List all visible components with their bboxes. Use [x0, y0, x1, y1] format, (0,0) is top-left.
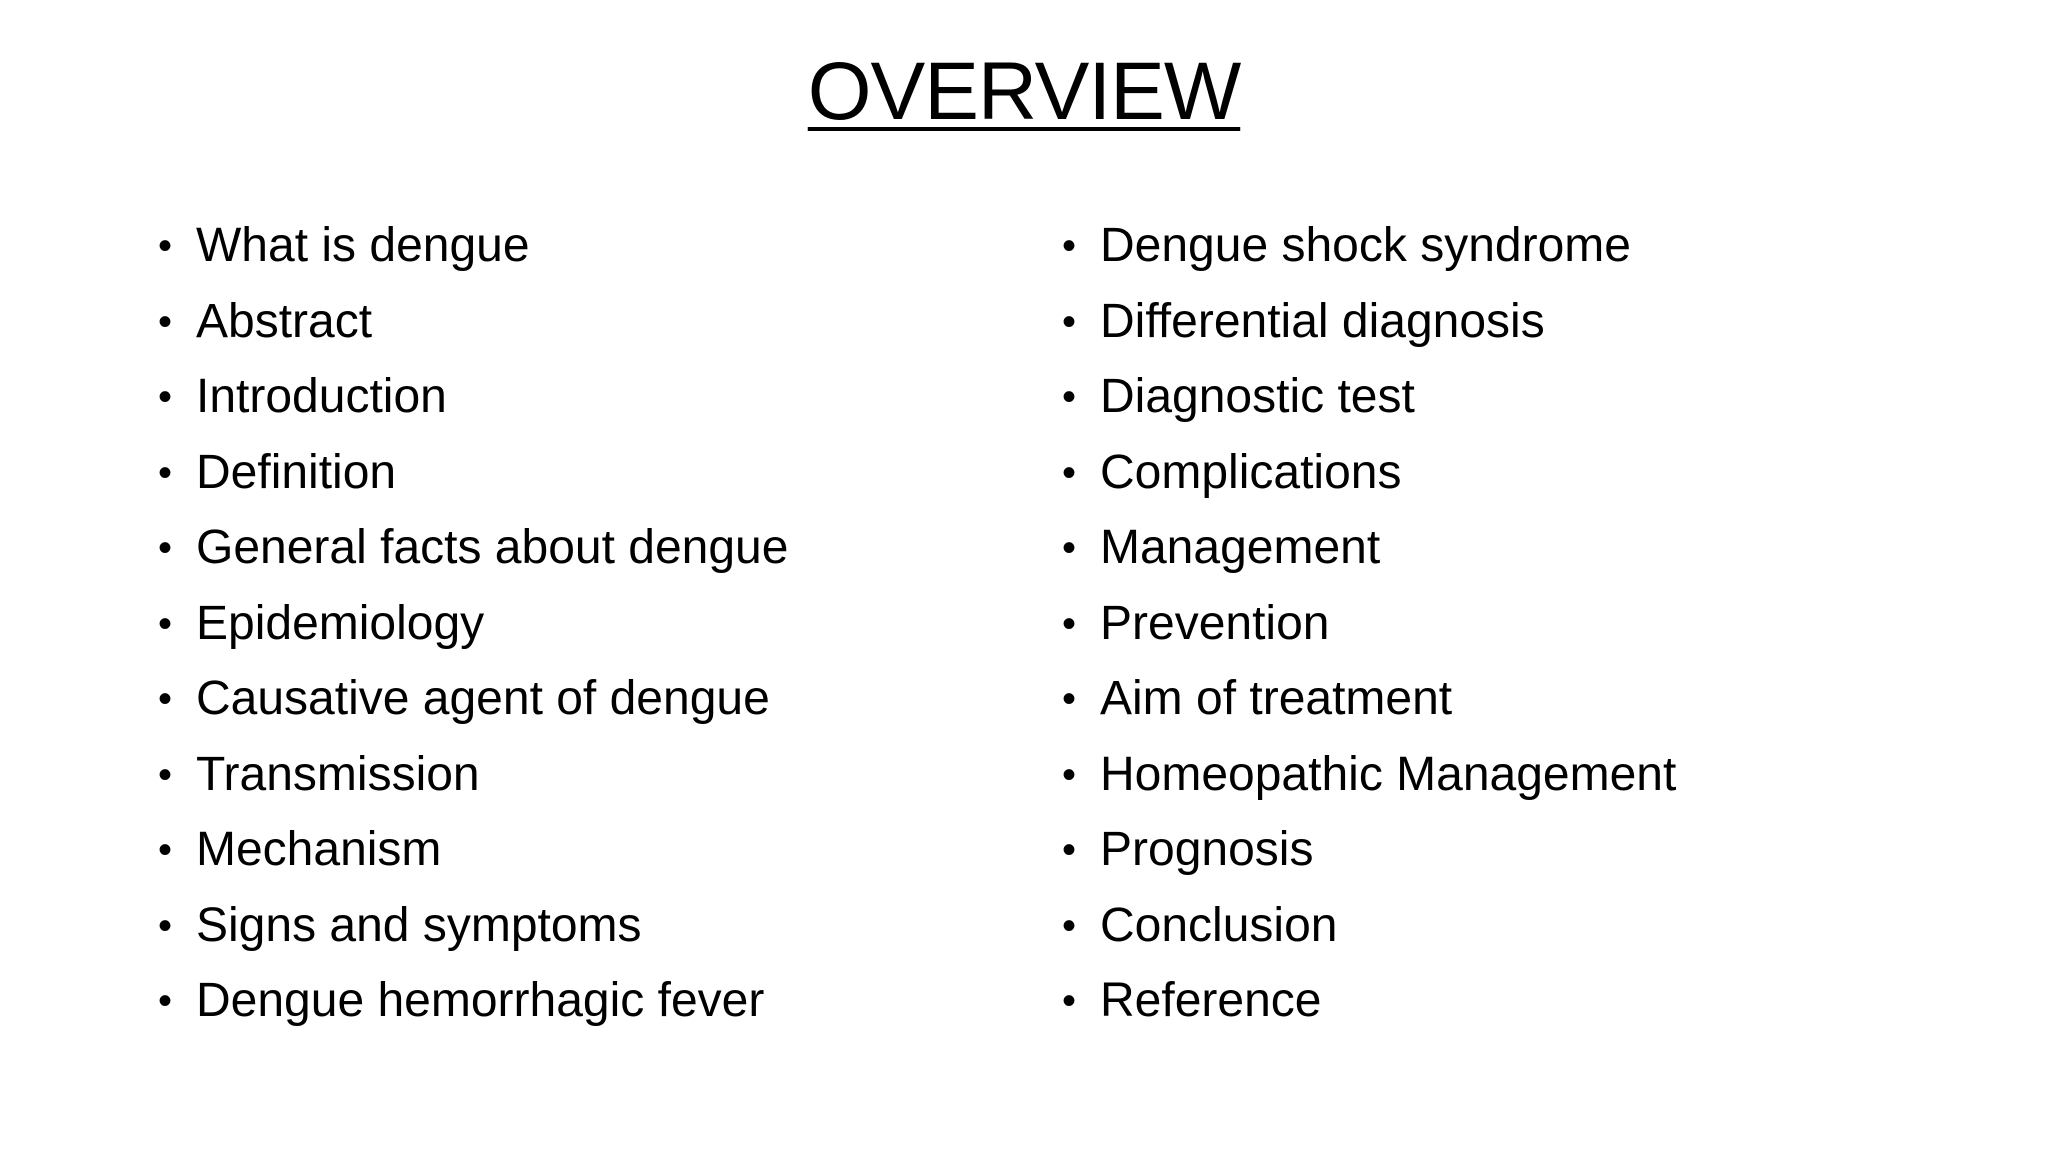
list-item-text: Diagnostic test: [1100, 370, 1415, 423]
list-item: [1062, 289, 1676, 365]
list-item: [158, 742, 788, 818]
list-item: [158, 666, 788, 742]
list-item: [158, 440, 788, 516]
list-item-text: Aim of treatment: [1100, 672, 1453, 725]
list-item-text: Introduction: [196, 370, 447, 423]
list-item: [1062, 817, 1676, 893]
bullet-icon: •: [1062, 903, 1077, 948]
list-item-text: Dengue shock syndrome: [1100, 219, 1631, 272]
list-item: [158, 364, 788, 440]
bullet-icon: •: [1062, 828, 1077, 872]
list-item-text: Prognosis: [1100, 823, 1314, 876]
bullet-icon: •: [158, 450, 173, 495]
list-item: [158, 817, 788, 893]
bullet-icon: •: [158, 526, 173, 570]
list-item-text: Management: [1100, 521, 1381, 574]
list-item: [1062, 515, 1676, 591]
bullet-icon: •: [1062, 299, 1077, 344]
bullet-icon: •: [158, 677, 173, 721]
list-item-text: Reference: [1100, 974, 1322, 1027]
list-item: [158, 968, 788, 1044]
bullet-icon: •: [158, 828, 173, 872]
list-item-text: Dengue hemorrhagic fever: [196, 974, 765, 1027]
bullet-icon: •: [1062, 450, 1077, 495]
bullet-icon: •: [1062, 979, 1077, 1023]
bullet-icon: •: [1062, 601, 1077, 646]
bullet-icon: •: [1062, 224, 1077, 268]
bullet-list-right: [1062, 213, 1676, 1044]
bullet-icon: •: [158, 752, 173, 797]
slide-title-text: OVERVIEW: [807, 46, 1241, 137]
bullet-icon: •: [158, 299, 173, 344]
list-item: [158, 893, 788, 969]
list-item: [1062, 742, 1676, 818]
list-item-text: Homeopathic Management: [1100, 747, 1677, 801]
list-item-text: Causative agent of dengue: [196, 672, 770, 725]
list-item: [1062, 666, 1676, 742]
list-item-text: Abstract: [196, 294, 373, 348]
list-item-text: Definition: [196, 445, 397, 499]
bullet-icon: •: [158, 979, 173, 1023]
list-item: [1062, 440, 1676, 516]
list-item-text: What is dengue: [196, 219, 530, 272]
list-item-text: General facts about dengue: [196, 521, 789, 574]
list-item: [158, 213, 788, 289]
list-item-text: Differential diagnosis: [1100, 294, 1545, 348]
bullet-icon: •: [1062, 375, 1077, 419]
list-item: [1062, 591, 1676, 667]
bullet-icon: •: [1062, 752, 1077, 797]
list-item-text: Signs and symptoms: [196, 898, 642, 952]
list-item-text: Transmission: [196, 747, 480, 801]
list-item-text: Complications: [1100, 445, 1402, 499]
bullet-icon: •: [158, 601, 173, 646]
list-item: [158, 591, 788, 667]
list-item: [1062, 968, 1676, 1044]
list-item: [1062, 893, 1676, 969]
list-item-text: Mechanism: [196, 823, 442, 876]
bullet-icon: •: [158, 224, 173, 268]
list-item: [158, 515, 788, 591]
bullet-icon: •: [1062, 677, 1077, 721]
bullet-icon: •: [1062, 526, 1077, 570]
slide-title: [0, 42, 2048, 142]
list-item: [1062, 364, 1676, 440]
list-item-text: Epidemiology: [196, 596, 485, 650]
list-item: [1062, 213, 1676, 289]
bullet-list-left: [158, 213, 788, 1044]
list-item: [158, 289, 788, 365]
bullet-icon: •: [158, 903, 173, 948]
list-item-text: Prevention: [1100, 596, 1330, 650]
list-item-text: Conclusion: [1100, 898, 1338, 952]
bullet-icon: •: [158, 375, 173, 419]
